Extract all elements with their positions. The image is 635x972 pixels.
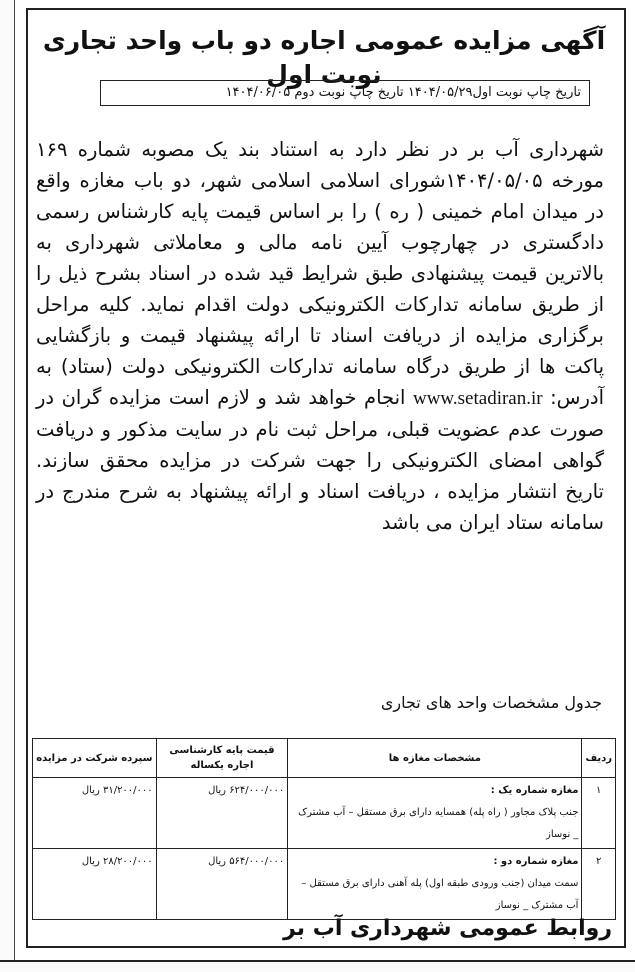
- signature: روابط عمومی شهرداری آب بر: [283, 916, 612, 941]
- row-number: ۱: [582, 778, 616, 849]
- header-base-price: قیمت پایه کارشناسی اجاره یکساله: [156, 739, 288, 778]
- shop-description: جنب پلاک مجاور ( راه پله) همسایه دارای برق مستقل – آب مشترک _ نوساز: [298, 807, 579, 840]
- shop-description: سمت میدان (جنب ورودی طبقه اول) پله آهنی دارای برق مستقل – آب مشترک _ نوساز: [301, 878, 579, 911]
- header-shop-specs: مشخصات مغازه ها: [288, 739, 582, 778]
- auction-notice: [26, 8, 626, 948]
- notice-title: آگهی مزایده عمومی اجاره دو باب واحد تجاری نوبت اول: [42, 26, 606, 89]
- print-dates-box: تاریخ چاپ نوبت اول۱۴۰۴/۰۵/۲۹ تاریخ چاپ نوبت دوم ۱۴۰۴/۰۶/۰۵: [100, 80, 590, 106]
- body-text-part-1: شهرداری آب بر در نظر دارد به استناد بند یک مصوبه شماره ۱۶۹ مورخه ۱۴۰۴/۰۵/۰۵شورای اسلامی اسلامی شهر، دو باب مغازه واقع در میدان امام خمینی ( ره ) را بر اساس قیمت پایه کارشناس رسمی دادگستری در چهارچوب آیین نامه مالی و معاملاتی شهرداری به بالاترین قیمت پیشنهادی طبق شرایط قید شده در اسناد بشرح ذیل را از طریق سامانه تدارکات الکترونیکی دولت اقدام نماید. کلیه مراحل برگزاری مزایده از دریافت اسناد تا ارائه پیشنهاد قیمت و بازگشایی پاکت ها از طریق درگاه سامانه تدارکات الکترونیکی دولت (ستاد) به آدرس:: [36, 138, 605, 409]
- website-address[interactable]: www.setadiran.ir: [412, 388, 543, 409]
- shop-specs: [288, 849, 582, 920]
- adjacent-column-edge: [0, 0, 15, 972]
- deposit: ۲۸/۲۰۰/۰۰۰ ریال: [33, 849, 157, 920]
- table-caption: جدول مشخصات واحد های تجاری: [380, 693, 602, 712]
- notice-body: [36, 134, 604, 538]
- base-price: ۵۶۴/۰۰۰/۰۰۰ ریال: [156, 849, 288, 920]
- base-price: ۶۲۴/۰۰۰/۰۰۰ ریال: [156, 778, 288, 849]
- shop-name: مغازه شماره یک :: [490, 785, 579, 796]
- header-row-number: ردیف: [582, 739, 616, 778]
- row-number: ۲: [582, 849, 616, 920]
- shops-table: [32, 738, 616, 920]
- shop-name: مغازه شماره دو :: [493, 856, 579, 867]
- table-header-row: [33, 739, 616, 778]
- table-row: [33, 849, 616, 920]
- body-text-part-2: انجام خواهد شد و لازم است مزایده گران در صورت عدم عضویت قبلی، مراحل ثبت نام در سایت مذکور و دریافت گواهی امضای الکترونیکی را جهت شرکت در مزایده محقق سازند. تاریخ انتشار مزایده ، دریافت اسناد و ارائه پیشنهاد به شرح مندرج در سامانه ستاد ایران می باشد: [36, 386, 604, 534]
- next-notice-edge: [0, 960, 635, 972]
- deposit: ۳۱/۲۰۰/۰۰۰ ریال: [33, 778, 157, 849]
- shop-specs: [288, 778, 582, 849]
- header-deposit: سپرده شرکت در مزایده: [33, 739, 157, 778]
- table-row: [33, 778, 616, 849]
